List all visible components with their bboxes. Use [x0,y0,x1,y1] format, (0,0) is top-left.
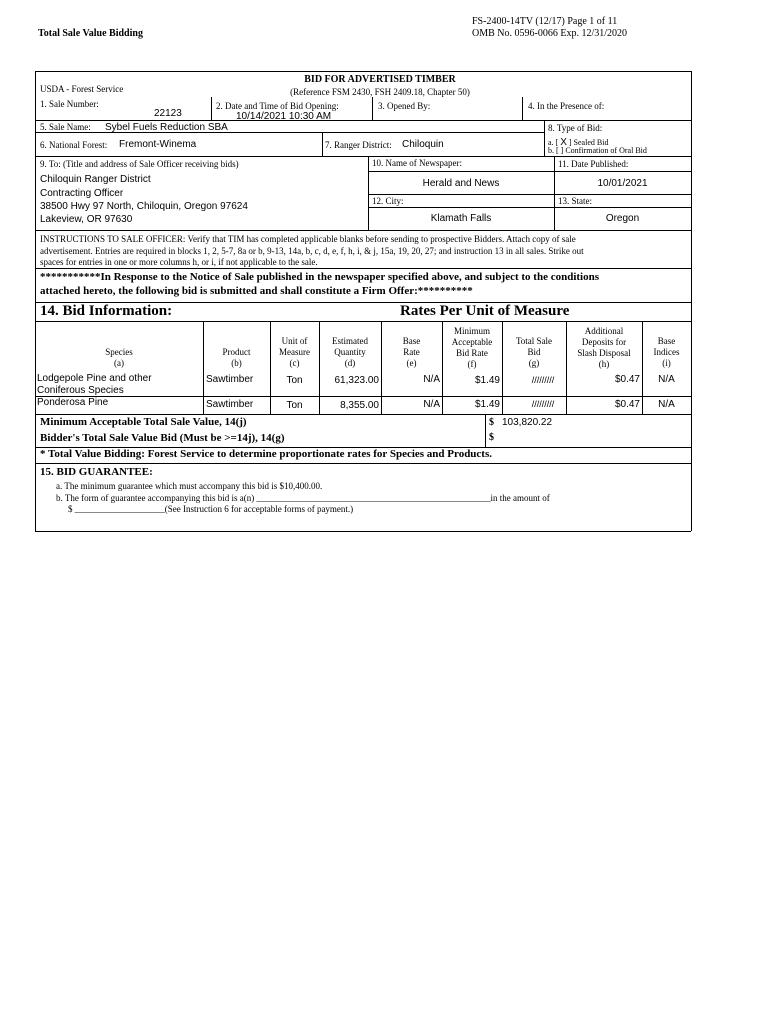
unit-cell: Ton [286,400,303,411]
form-reference: (Reference FSM 2430, FSH 2409.18, Chapter 50) [290,87,470,97]
col-header-indices: Base Indices (i) [653,336,680,368]
col-header-base-rate: Base Rate (e) [402,336,421,368]
indices-cell: N/A [658,399,675,410]
base-rate-cell: N/A [423,399,440,410]
species-cell: Lodgepole Pine and other Coniferous Species [37,373,152,396]
opened-by-label: 3. Opened By: [378,101,431,111]
indices-cell: N/A [658,374,675,385]
agency-label: USDA - Forest Service [40,84,124,94]
ranger-district-label: 7. Ranger District: [325,140,392,150]
sale-name-value: Sybel Fuels Reduction SBA [105,122,228,133]
sale-officer-label: 9. To: (Title and address of Sale Officer receiving bids) [40,159,239,169]
product-cell: Sawtimber [206,374,254,385]
min-rate-cell: $1.49 [474,399,500,410]
species-cell: Ponderosa Pine [37,397,109,408]
guarantee-line-a: a. The minimum guarantee which must accompany this bid is $10,400.00. [56,481,323,491]
form-title: Total Sale Value Bidding [38,28,143,39]
response-line-2: attached hereto, the following bid is submitted and shall constitute a Firm Offer:********** [40,285,473,297]
newspaper-value: Herald and News [422,178,500,189]
rates-title: Rates Per Unit of Measure [400,303,570,319]
sale-officer-line-3: 38500 Hwy 97 North, Chiloquin, Oregon 97624 [40,201,248,212]
guarantee-title: 15. BID GUARANTEE: [40,466,153,478]
date-published-value: 10/01/2021 [597,178,648,189]
col-header-min-rate: Minimum Acceptable Bid Rate (f) [451,326,493,369]
total-bid-cell: ///////// [531,399,555,409]
col-header-species: Species (a) [105,347,133,368]
bid-info-title: 14. Bid Information: [40,303,173,319]
national-forest-label: 6. National Forest: [40,140,108,150]
sealed-bid-checkmark[interactable]: X [560,137,567,148]
instructions-line-2: advertisement. Entries are required in blocks 1, 2, 5-7, 8a or b, 9-13, 14a, b, c, d, e, f, h, i, & j, 15a, 19, 20, 27; and instruction 13 in all sales. Strike out [40,246,584,256]
newspaper-label: 10. Name of Newspaper: [372,158,462,168]
quantity-cell: 8,355.00 [340,400,379,411]
ranger-district-value: Chiloquin [402,139,444,150]
sale-officer-line-1: Chiloquin Ranger District [40,174,151,185]
city-value: Klamath Falls [430,213,492,224]
bid-type-a-prefix: a. [ [548,138,559,147]
omb-number: OMB No. 0596-0066 Exp. 12/31/2020 [472,28,627,39]
unit-cell: Ton [286,375,303,386]
sale-number-label: 1. Sale Number: [40,99,99,109]
min-total-value: 103,820.22 [502,417,553,428]
state-value: Oregon [605,213,640,224]
sale-name-label: 5. Sale Name: [40,122,91,132]
bidder-total-currency[interactable]: $ [489,432,494,443]
guarantee-line-c[interactable]: $ ____________________(See Instruction 6 for acceptable forms of payment.) [68,504,354,514]
min-rate-cell: $1.49 [474,375,500,386]
bid-type-label: 8. Type of Bid: [548,123,603,133]
col-header-unit: Unit of Measure (c) [279,336,310,368]
col-header-product: Product (b) [222,347,251,368]
total-value-note: * Total Value Bidding: Forest Service to determine proportionate rates for Species and Products. [40,448,493,460]
bid-date-label: 2. Date and Time of Bid Opening: [216,101,339,111]
col-header-quantity: Estimated Quantity (d) [332,336,368,368]
response-line-1: ***********In Response to the Notice of Sale published in the newspaper specified above, and subject to the conditions [40,271,600,283]
min-total-currency: $ [489,417,494,428]
city-label: 12. City: [372,196,404,206]
bidder-total-label: Bidder's Total Sale Value Bid (Must be >=14j), 14(g) [40,432,285,444]
bid-type-oral: b. [ ] Confirmation of Oral Bid [548,146,647,155]
sale-number-value: 22123 [154,108,182,119]
deposits-cell: $0.47 [614,399,640,410]
sale-officer-line-2: Contracting Officer [40,188,124,199]
quantity-cell: 61,323.00 [334,375,379,386]
sale-officer-line-4: Lakeview, OR 97630 [40,214,133,225]
presence-label: 4. In the Presence of: [528,101,605,111]
total-bid-cell: ///////// [531,375,555,385]
base-rate-cell: N/A [423,374,440,385]
form-number: FS-2400-14TV (12/17) Page 1 of 11 [472,16,618,27]
form-heading: BID FOR ADVERTISED TIMBER [304,74,456,85]
col-header-total-bid: Total Sale Bid (g) [515,336,553,368]
instructions-line-1: INSTRUCTIONS TO SALE OFFICER: Verify that TIM has completed applicable blanks before sending to prospective Bidders. Attach copy of sale [40,234,576,244]
product-cell: Sawtimber [206,399,254,410]
bid-date-value: 10/14/2021 10:30 AM [236,111,332,122]
guarantee-line-b[interactable]: b. The form of guarantee accompanying this bid is a(n) ____________________________________________________in the amount of [56,493,550,503]
sealed-bid-label: ] Sealed Bid [568,138,609,147]
instructions-line-3: spaces for entries in one or more columns h, or i, if not applicable to the sale. [40,257,318,267]
date-published-label: 11. Date Published: [558,159,629,169]
col-header-deposits: Additional Deposits for Slash Disposal (h) [577,326,631,369]
deposits-cell: $0.47 [614,374,640,385]
national-forest-value: Fremont-Winema [119,139,197,150]
min-total-label: Minimum Acceptable Total Sale Value, 14(j) [40,416,247,428]
state-label: 13. State: [558,196,592,206]
